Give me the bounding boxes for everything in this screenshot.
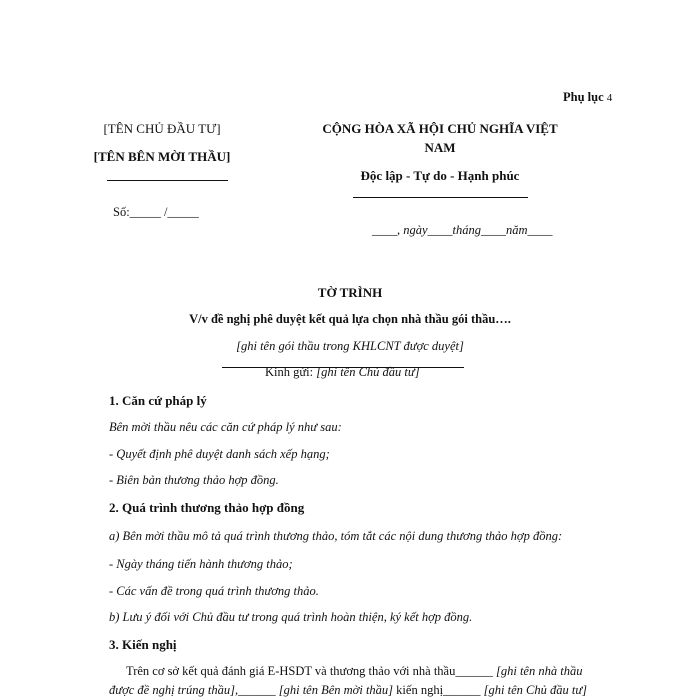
section3-para-text: Trên cơ sở kết quả đánh giá E-HSDT và thương thảo với nhà thầu______ — [126, 664, 496, 678]
inviting-party-name: [TÊN BÊN MỜI THẦU] — [93, 149, 231, 164]
appendix-number: 4 — [606, 92, 613, 104]
national-motto: Độc lập - Tự do - Hạnh phúc — [360, 168, 520, 183]
appendix-label-text: Phụ lục — [563, 90, 604, 104]
country-name-line1: CỘNG HÒA XÃ HỘI CHỦ NGHĨA VIỆT — [322, 121, 558, 136]
section1-intro: Bên mời thầu nêu các căn cứ pháp lý như sau: — [109, 420, 342, 434]
section2-item: - Các vấn đề trong quá trình thương thảo. — [109, 584, 319, 598]
recipient-label: Kính gửi: — [265, 365, 314, 379]
section1-heading: 1. Căn cứ pháp lý — [109, 393, 207, 408]
section3-paragraph-line2 — [109, 683, 587, 698]
section2-item: - Ngày tháng tiến hành thương thảo; — [109, 557, 293, 571]
document-number: Số:_____ /_____ — [113, 205, 199, 219]
investor-name: [TÊN CHỦ ĐẦU TƯ] — [103, 121, 221, 136]
section3-para-italic: [ghi tên Bên mời thầu] — [278, 683, 394, 697]
section1-item: - Biên bản thương thảo hợp đồng. — [109, 473, 279, 487]
left-header-underline — [107, 180, 228, 181]
section3-para-blank: ______ — [238, 683, 279, 697]
section3-para-italic: [ghi tên nhà thầu — [495, 664, 583, 678]
section1-item: - Quyết định phê duyệt danh sách xếp hạng; — [109, 447, 330, 461]
document-subject: V/v đề nghị phê duyệt kết quả lựa chọn nhà thầu gói thầu…. — [189, 312, 511, 326]
section3-para-italic: được đề nghị trúng thầu], — [109, 683, 239, 697]
section2-heading: 2. Quá trình thương thảo hợp đồng — [109, 500, 305, 515]
recipient-value: [ghi tên Chủ đầu tư] — [316, 365, 420, 379]
section3-para-text: kiến nghị______ — [393, 683, 484, 697]
appendix-label — [563, 90, 612, 105]
date-line: ____, ngày____tháng____năm____ — [372, 223, 553, 237]
recipient-line — [265, 365, 420, 380]
document-title: TỜ TRÌNH — [317, 285, 383, 300]
section3-heading: 3. Kiến nghị — [109, 637, 177, 652]
country-name-line2: NAM — [424, 140, 456, 155]
section3-para-italic: [ghi tên Chủ đầu tư] — [483, 683, 588, 697]
section3-paragraph-line1 — [126, 664, 582, 679]
package-note: [ghi tên gói thầu trong KHLCNT được duyệt] — [236, 339, 464, 353]
section2-line-a: a) Bên mời thầu mô tả quá trình thương thảo, tóm tắt các nội dung thương thảo hợp đồng: — [109, 529, 563, 543]
right-header-underline — [353, 197, 528, 198]
section2-line-b: b) Lưu ý đối với Chủ đầu tư trong quá trình hoàn thiện, ký kết hợp đồng. — [109, 610, 473, 624]
